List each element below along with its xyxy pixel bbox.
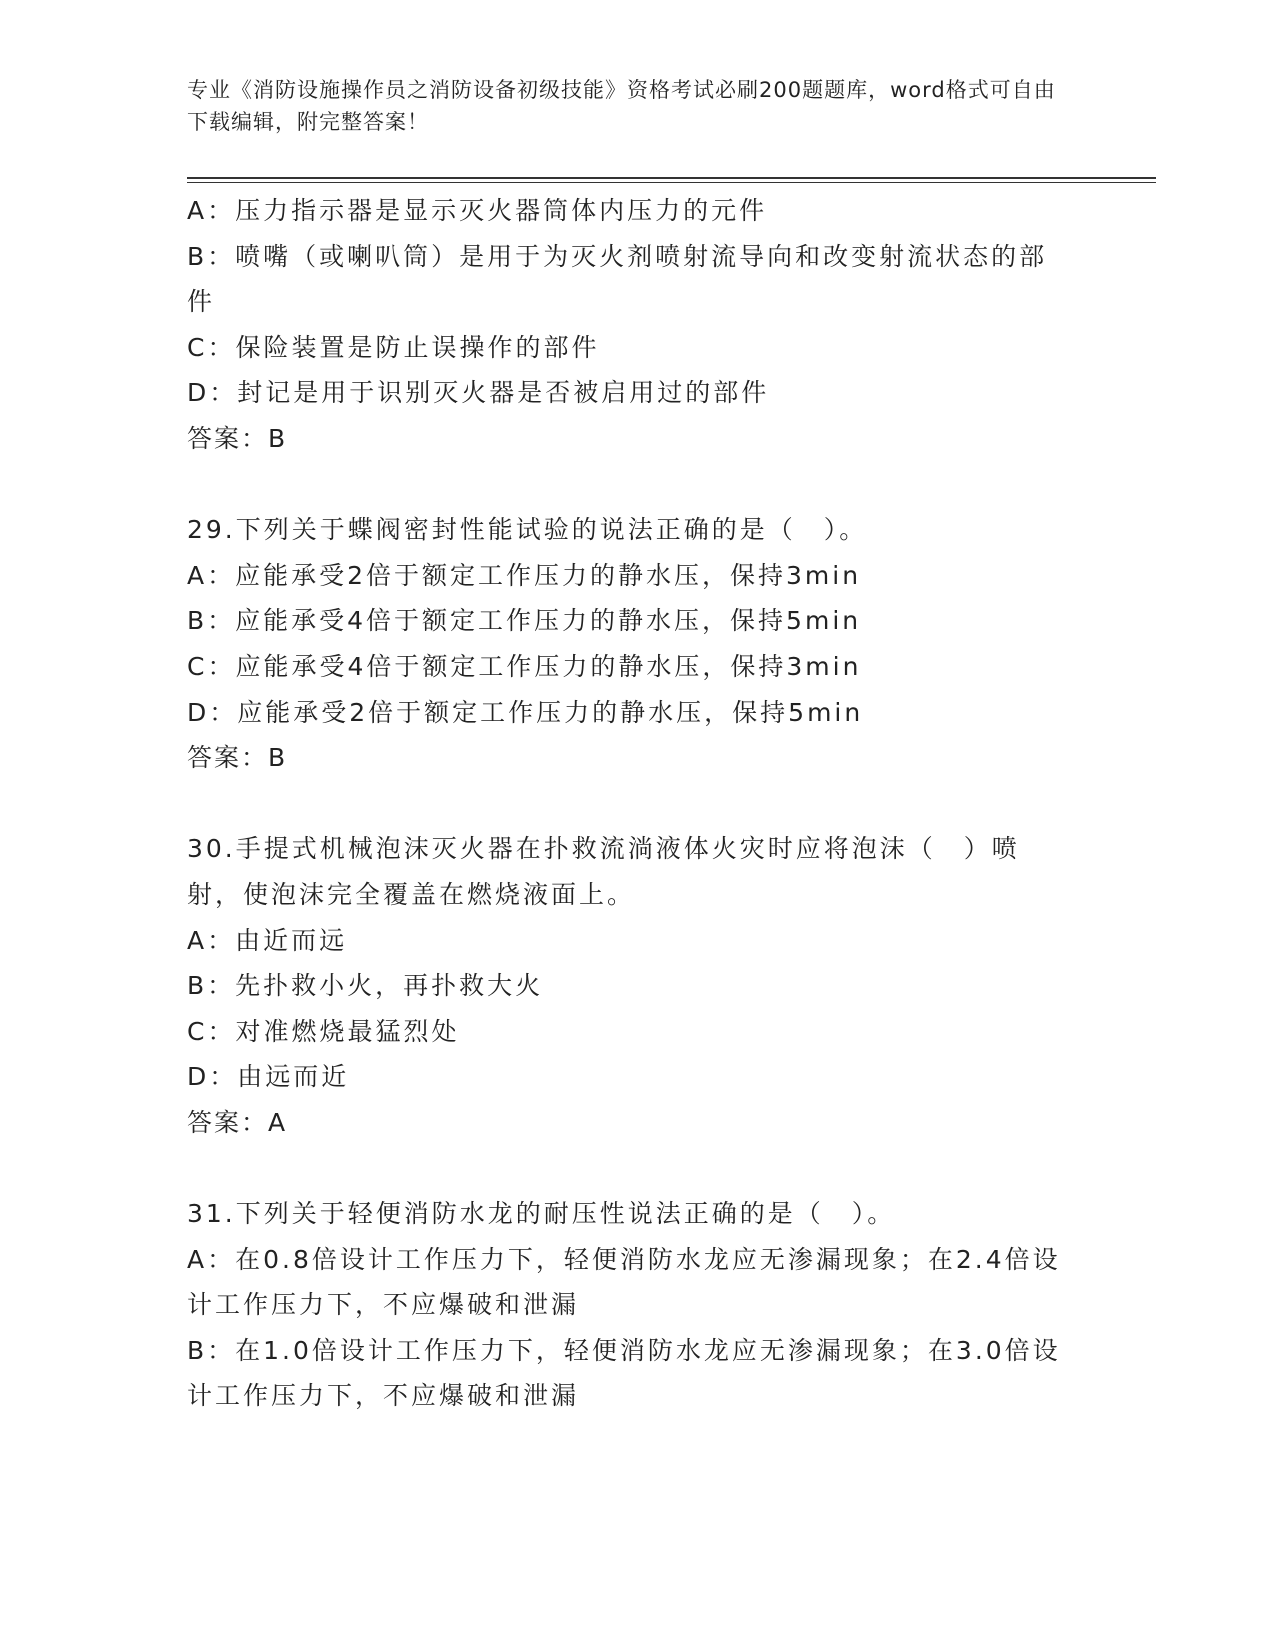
header-divider-thin (187, 182, 1156, 183)
question-block-31 (187, 1191, 1067, 1419)
option-a: A：应能承受2倍于额定工作压力的静水压，保持3min (187, 560, 862, 590)
option-a: A：由近而远 (187, 925, 348, 955)
option-d: D：应能承受2倍于额定工作压力的静水压，保持5min (187, 697, 864, 727)
option-a: A：压力指示器是显示灭火器筒体内压力的元件 (187, 196, 768, 225)
header-divider-thick (187, 177, 1156, 179)
document-header: 专业《消防设施操作员之消防设备初级技能》资格考试必刷200题题库，word格式可自由下载编辑，附完整答案！ (187, 78, 1056, 134)
question-text: 30.手提式机械泡沫灭火器在扑救流淌液体火灾时应将泡沫（ ）喷射，使泡沫完全覆盖在燃烧液面上。 (187, 834, 1020, 909)
answer-line: 答案：A (187, 1107, 288, 1137)
option-a: A：在0.8倍设计工作压力下，轻便消防水龙应无渗漏现象；在2.4倍设计工作压力下，不应爆破和泄漏 (187, 1244, 1061, 1320)
block-spacer (187, 781, 1067, 827)
question-block-29 (187, 507, 1067, 781)
option-c: C：保险装置是防止误操作的部件 (187, 332, 600, 362)
option-b: B：先扑救小火，再扑救大火 (187, 971, 544, 1001)
block-spacer (187, 462, 1067, 508)
question-text: 29.下列关于蝶阀密封性能试验的说法正确的是（ ）。 (187, 515, 868, 545)
question-content (187, 188, 1067, 1419)
option-b: B：喷嘴（或喇叭筒）是用于为灭火剂喷射流导向和改变射流状态的部件 (187, 241, 1048, 317)
option-b: B：在1.0倍设计工作压力下，轻便消防水龙应无渗漏现象；在3.0倍设计工作压力下，不应爆破和泄漏 (187, 1335, 1061, 1411)
option-d: D：由远而近 (187, 1062, 350, 1092)
answer-line: 答案：B (187, 423, 288, 453)
option-c: C：应能承受4倍于额定工作压力的静水压，保持3min (187, 651, 862, 681)
option-b: B：应能承受4倍于额定工作压力的静水压，保持5min (187, 606, 862, 636)
option-c: C：对准燃烧最猛烈处 (187, 1016, 460, 1046)
answer-line: 答案：B (187, 743, 288, 773)
question-block-prev (187, 188, 1067, 462)
question-block-30 (187, 826, 1067, 1145)
option-d: D：封记是用于识别灭火器是否被启用过的部件 (187, 378, 770, 408)
block-spacer (187, 1145, 1067, 1191)
question-text: 31.下列关于轻便消防水龙的耐压性说法正确的是（ ）。 (187, 1199, 896, 1229)
